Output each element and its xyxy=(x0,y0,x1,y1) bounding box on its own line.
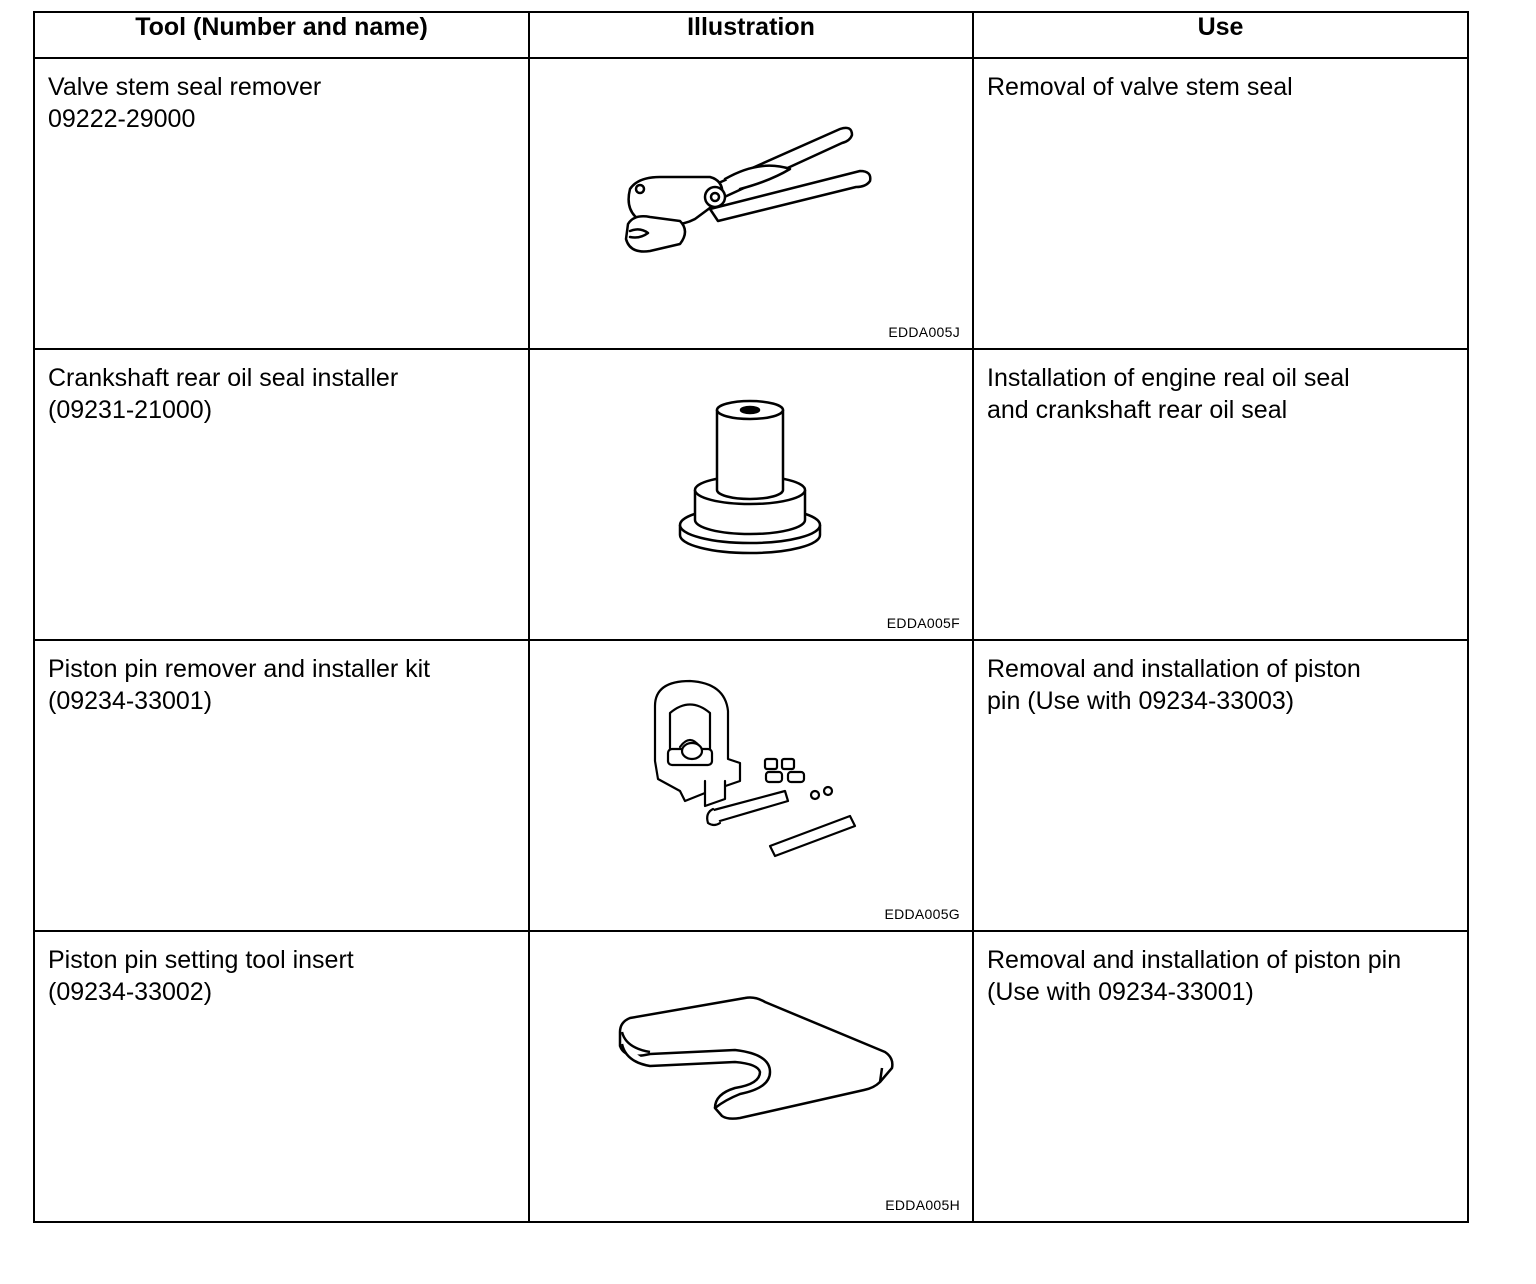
use-text-line: and crankshaft rear oil seal xyxy=(987,396,1288,424)
use-cell xyxy=(973,640,1468,931)
tool-number: (09231-21000) xyxy=(48,396,213,424)
header-row xyxy=(34,12,1468,58)
use-text-line: (Use with 09234-33001) xyxy=(987,978,1254,1006)
tool-number: 09222-29000 xyxy=(48,105,196,133)
header-illustration: Illustration xyxy=(529,12,973,58)
use-cell xyxy=(973,58,1468,349)
piston-pin-remover-installer-kit-illustration xyxy=(530,641,974,932)
tool-number: (09234-33002) xyxy=(48,978,213,1006)
crankshaft-rear-oil-seal-installer-illustration xyxy=(530,350,974,641)
illustration-cell xyxy=(529,349,973,640)
use-text-line: Removal and installation of piston pin xyxy=(987,946,1402,974)
illustration-code: EDDA005H xyxy=(885,1197,960,1213)
header-use: Use xyxy=(973,12,1468,58)
use-text-line: Installation of engine real oil seal xyxy=(987,364,1350,392)
tool-cell xyxy=(34,349,529,640)
tool-name: Crankshaft rear oil seal installer xyxy=(48,364,399,392)
illustration-cell xyxy=(529,640,973,931)
tool-cell xyxy=(34,931,529,1222)
table-row xyxy=(34,640,1468,931)
tool-cell xyxy=(34,640,529,931)
illustration-code: EDDA005F xyxy=(886,615,960,631)
valve-stem-seal-remover-illustration xyxy=(530,59,974,350)
use-cell xyxy=(973,349,1468,640)
special-tools-table xyxy=(33,11,1469,1223)
tool-name: Valve stem seal remover xyxy=(48,73,322,101)
tool-cell xyxy=(34,58,529,349)
use-text-line: pin (Use with 09234-33003) xyxy=(987,687,1295,715)
table-row xyxy=(34,931,1468,1222)
illustration-code: EDDA005J xyxy=(888,324,960,340)
illustration-cell xyxy=(529,58,973,349)
table-row xyxy=(34,349,1468,640)
header-tool: Tool (Number and name) xyxy=(34,12,529,58)
illustration-cell xyxy=(529,931,973,1222)
tool-number: (09234-33001) xyxy=(48,687,213,715)
tool-name: Piston pin remover and installer kit xyxy=(48,655,431,683)
table-row xyxy=(34,58,1468,349)
piston-pin-setting-tool-insert-illustration xyxy=(530,932,974,1223)
illustration-code: EDDA005G xyxy=(884,906,960,922)
use-text-line: Removal of valve stem seal xyxy=(987,73,1293,101)
tool-name: Piston pin setting tool insert xyxy=(48,946,354,974)
use-cell xyxy=(973,931,1468,1222)
use-text-line: Removal and installation of piston xyxy=(987,655,1361,683)
